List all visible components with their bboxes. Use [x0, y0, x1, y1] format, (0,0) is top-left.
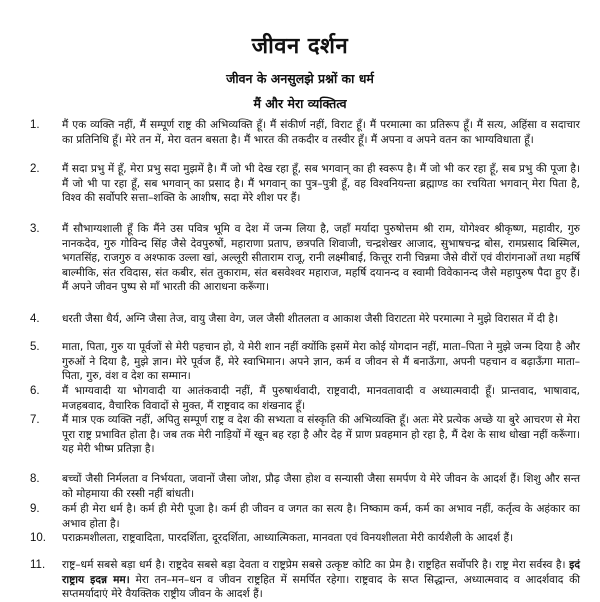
list-item-number: 9.	[30, 503, 40, 515]
list-item-text-after: मेरा तन–मन–धन व जीवन राष्ट्रहित में समर्पित रहेगा। राष्ट्रवाद के सप्त सिद्धान्त, अध्यात्मवाद व आदर्शवाद की सप्तमर्यादाएं मेरे वैयक्तिक राष्ट्रीय जीवन के आदर्श हैं।	[62, 573, 581, 600]
list-item-text: पराक्रमशीलता, राष्ट्रवादिता, पारदर्शिता, दूरदर्शिता, आध्यात्मिकता, मानवता एवं विनयशीलता मेरी कार्यशैली के आदर्श हैं।	[62, 532, 514, 544]
list-item-number: 4.	[30, 313, 40, 325]
document-title: जीवन दर्शन	[251, 34, 349, 59]
list-item-number: 8.	[30, 473, 40, 485]
list-item-text: मैं भाग्यवादी या भोगवादी या आतंकवादी नहीं, मैं पुरुषार्थवादी, राष्ट्रवादी, मानवतावादी व अध्यात्मवादी हूँ। प्रान्तवाद, भाषावाद, मजहबवाद, वैचारिक विवादों से मुक्त, मैं राष्ट्रवाद का शंखनाद हूँ।	[62, 385, 580, 412]
section-heading: मैं और मेरा व्यक्तित्व	[253, 96, 347, 111]
list-item-number: 5.	[30, 341, 40, 353]
list-item-number: 7.	[30, 414, 40, 426]
list-item-text: मैं मात्र एक व्यक्ति नहीं, अपितु सम्पूर्ण राष्ट्र व देश की सभ्यता व संस्कृति की अभिव्यक्ति हूँ। अतः मेरे प्रत्येक अच्छे या बुरे आचरण से मेरा पूरा राष्ट्र प्रभावित होता है। जब तक मेरी नाड़ियों में खून बह रहा है और देह में प्राण प्रवहमान हो रहा है, मैं देश के साथ धोखा नहीं करूँगा। यह मेरी भीष्म प्रतिज्ञा है।	[62, 414, 580, 455]
list-item-text-before: राष्ट्र–धर्म सबसे बड़ा धर्म है। राष्ट्रदेव सबसे बड़ा देवता व राष्ट्रप्रेम सबसे उत्कृष्ट कोटि का प्रेम है। राष्ट्रहित सर्वोपरि है। राष्ट्र मेरा सर्वस्व है।	[62, 559, 570, 571]
list-item-text	[62, 558, 580, 602]
list-item-text: बच्चों जैसी निर्मलता व निर्भयता, जवानों जैसा जोश, प्रौढ़ जैसा होश व सन्यासी जैसा समर्पण ये मेरे जीवन के आदर्श हैं। शिशु और सन्त को मोहमाया की रस्सी नहीं बांधती।	[62, 473, 580, 500]
list-item-number: 6.	[30, 385, 40, 397]
list-item-text: मैं सौभाग्यशाली हूँ कि मैंने उस पवित्र भूमि व देश में जन्म लिया है, जहाँ मर्यादा पुरुषोत्तम श्री राम, योगेश्वर श्रीकृष्ण, महावीर, गुरु नानकदेव, गुरु गोविन्द सिंह जैसे देवपुरुषों, महाराणा प्रताप, छत्रपति शिवाजी, चन्द्रशेखर आजाद, सुभाषचन्द्र बोस, रामप्रसाद बिस्मिल, भगतसिंह, राजगुरु व अश्फाक उल्ला खां, अल्लूरी सीताराम राजू, रानी लक्ष्मीबाई, कित्तूर रानी चिन्नमा जैसे वीरों एवं वीरांगनाओं तथा महर्षि बाल्मीकि, संत रविदास, संत कबीर, संत तुकाराम, संत बसवेश्वर महाराज, महर्षि दयानन्द व स्वामी विवेकानन्द जैसे महापुरुष पैदा हुए हैं। मैं अपने जीवन पुष्प से माँ भारती की आराधना करूँगा।	[62, 223, 580, 293]
list-item-text: कर्म ही मेरा धर्म है। कर्म ही मेरी पूजा है। कर्म ही जीवन व जगत का सत्य है। निष्काम कर्म, कर्म का अभाव नहीं, कर्तृत्व के अहंकार का अभाव होता है।	[62, 503, 580, 530]
document-subtitle: जीवन के अनसुलझे प्रश्नों का धर्म	[226, 71, 374, 86]
list-item-text: मैं एक व्यक्ति नहीं, मैं सम्पूर्ण राष्ट्र की अभिव्यक्ति हूँ। मैं संकीर्ण नहीं, विराट हूँ। मैं परमात्मा का प्रतिरूप हूँ। मैं सत्य, अहिंसा व सदाचार का प्रतिनिधि हूँ। मेरे तन में, मेरा वतन बसता है। मैं भारत की तकदीर व तस्वीर हूँ। मैं अपना व अपने वतन का भाग्यविधाता हूँ।	[62, 119, 580, 146]
list-item-number: 3.	[30, 223, 40, 235]
list-item-bold-phrase: इदं राष्ट्राय इदन्न मम।	[62, 559, 580, 586]
list-item-number: 10.	[30, 532, 46, 544]
list-item-text: माता, पिता, गुरु या पूर्वजों से मेरी पहचान हो, ये मेरी शान नहीं क्योंकि इसमें मेरा कोई योगदान नहीं, माता–पिता ने मुझे जन्म दिया है और गुरुओं ने दिया है, मुझे ज्ञान। मेरे पूर्वज हैं, मेरे स्वाभिमान। अपने ज्ञान, कर्म व जीवन से मैं बनाऊँगा, अपनी पहचान व बढ़ाऊँगा माता–पिता, गुरु, वंश व देश का सम्मान।	[62, 341, 580, 382]
list-item-number: 1.	[30, 119, 40, 131]
list-item-number: 11.	[30, 559, 46, 571]
list-item-text: धरती जैसा धैर्य, अग्नि जैसा तेज, वायु जैसा वेग, जल जैसी शीतलता व आकाश जैसी विराटता मेरे परमात्मा ने मुझे विरासत में दी है।	[62, 313, 559, 325]
list-item-text: मैं सदा प्रभु में हूँ, मेरा प्रभु सदा मुझमें है। मैं जो भी देख रहा हूँ, सब भगवान् का ही स्वरूप है। मैं जो भी कर रहा हूँ, सब प्रभु की पूजा है। मैं जो भी पा रहा हूँ, सब भगवान् का प्रसाद है। मैं भगवान् का पुत्र–पुत्री हूँ, वह विश्वनियन्ता ब्रह्माण्ड का रचयिता भगवान् मेरा पिता है, विश्व की सर्वोपरि सत्ता–शक्ति के आशीष, सदा मेरे शीश पर हैं।	[62, 163, 580, 204]
list-item-number: 2.	[30, 163, 40, 175]
